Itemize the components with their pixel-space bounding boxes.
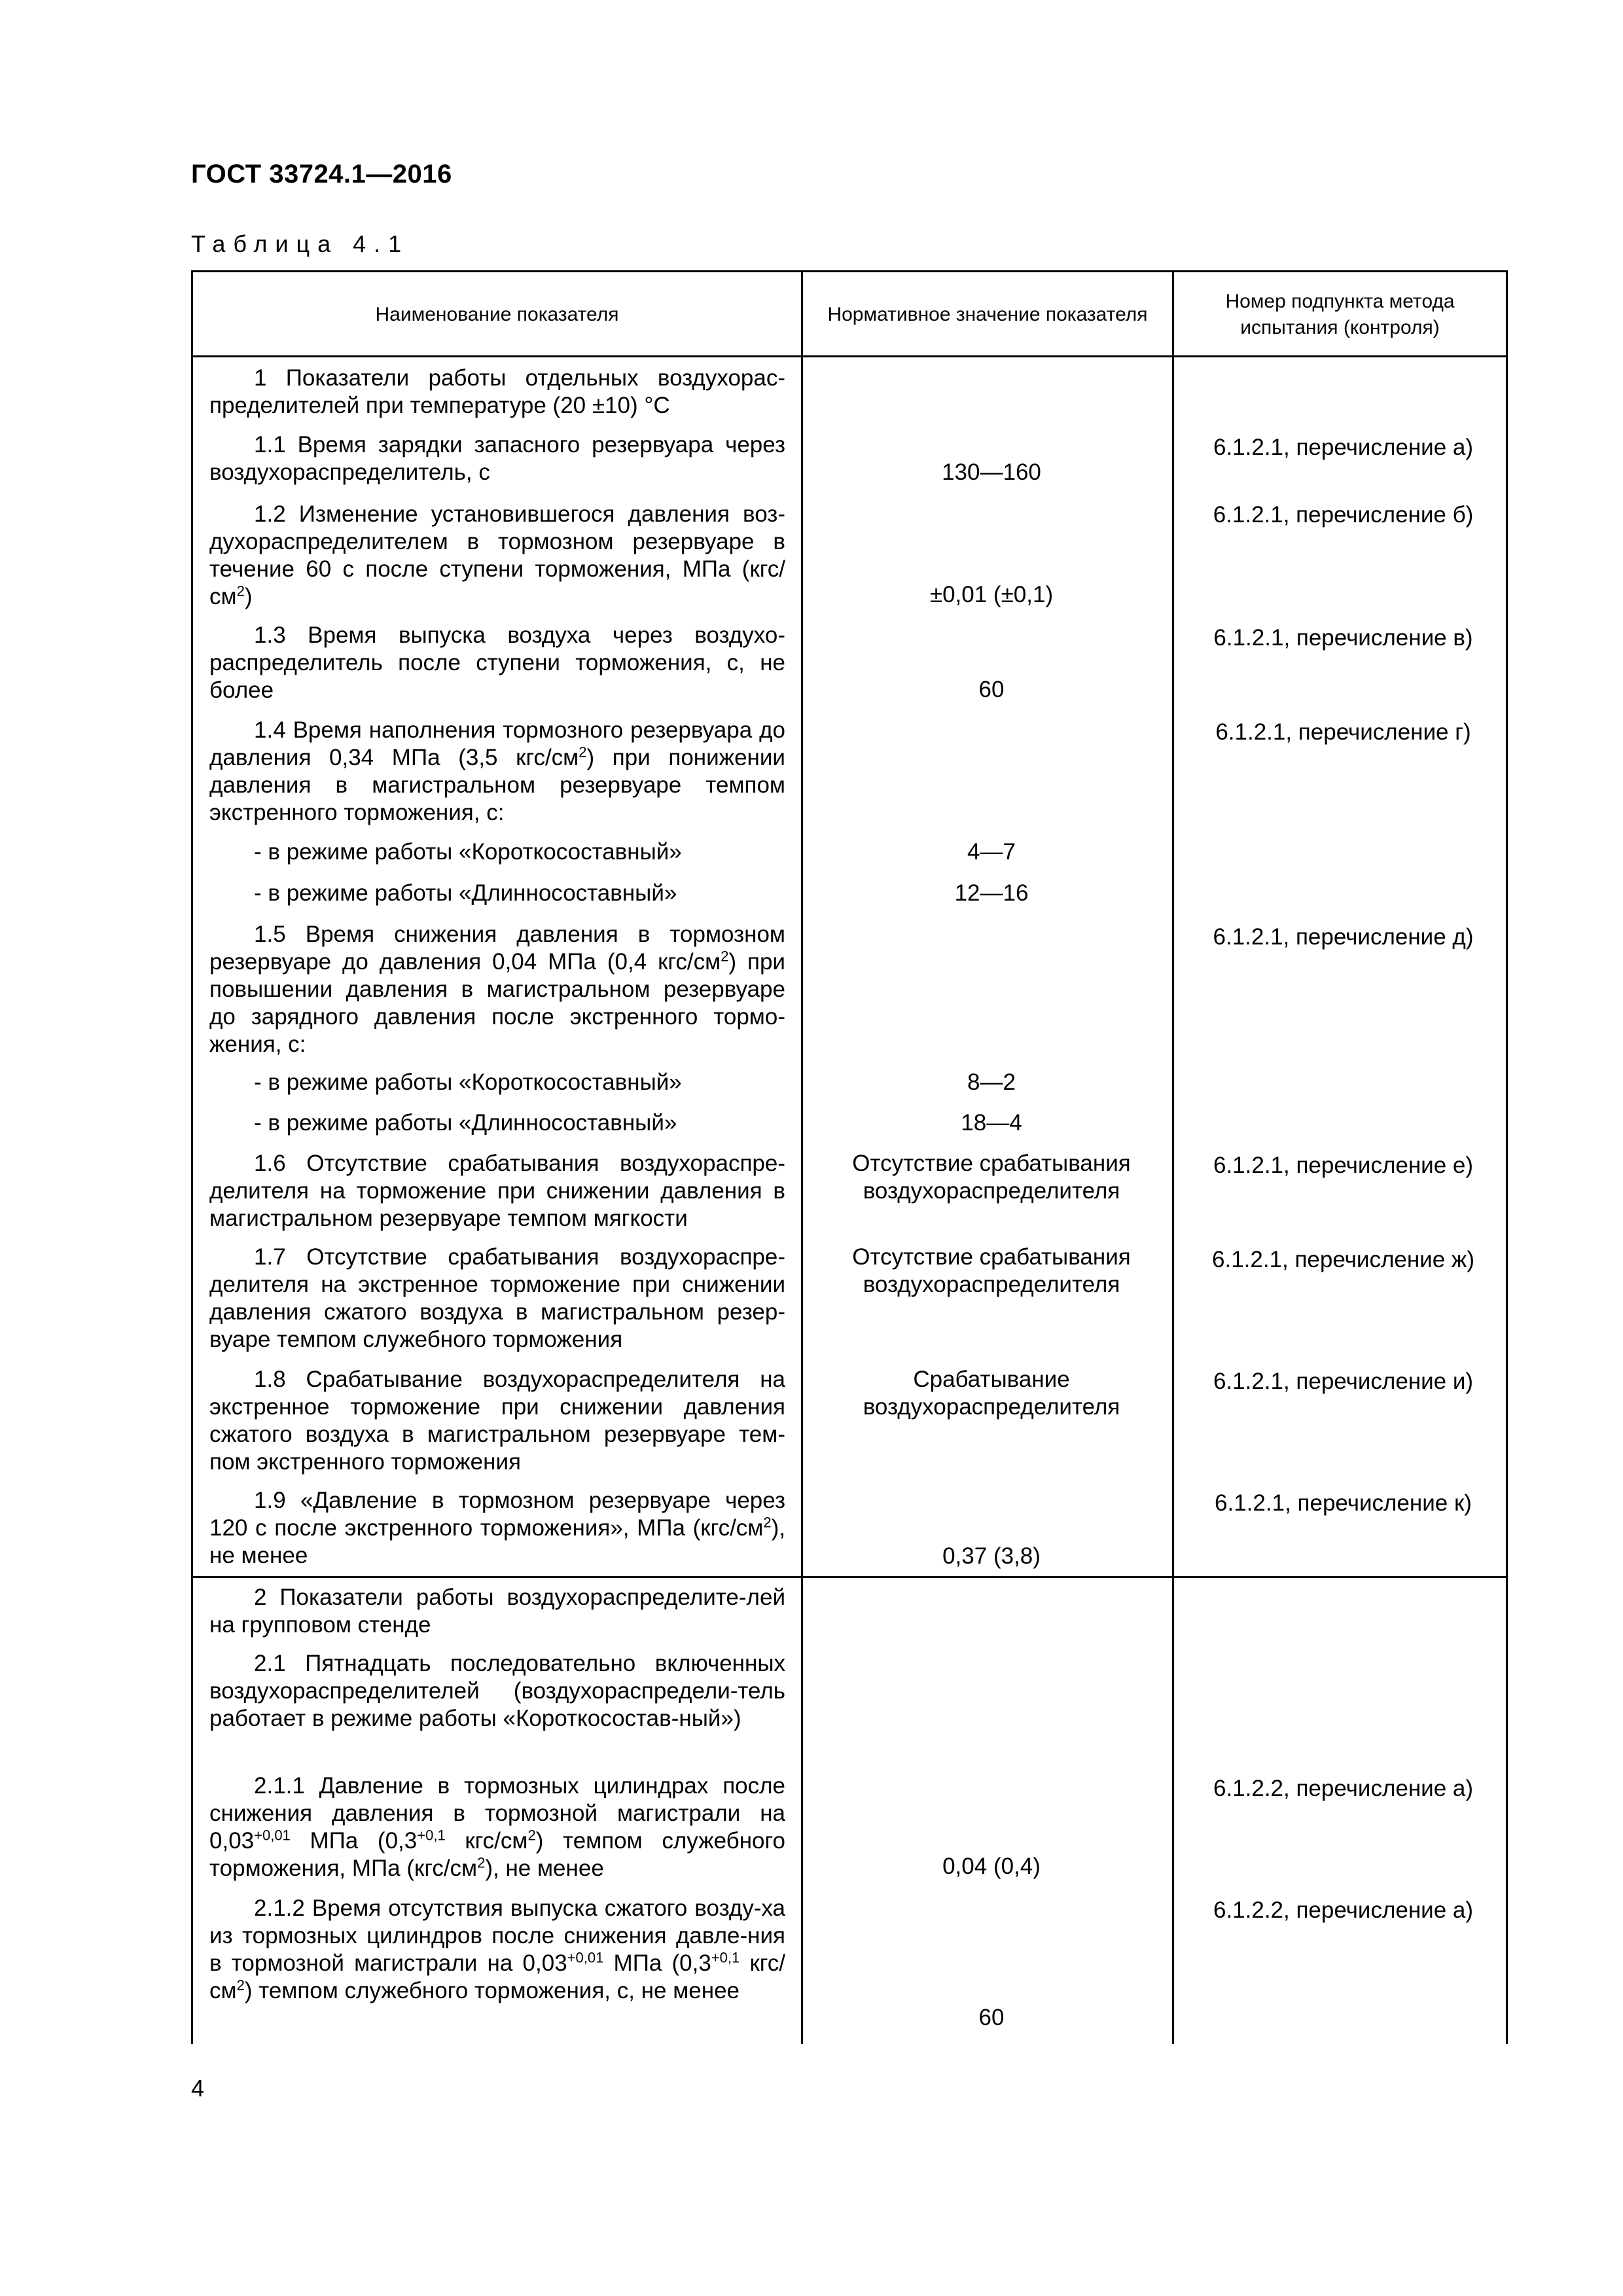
table-row-2-1-1-method: 6.1.2.2, перечисление а) <box>1213 1776 1474 1801</box>
table-row-1-3-name: 1.3 Время выпуска воздуха через воздухо-распределитель после ступени торможения, с, не более <box>209 622 785 703</box>
table-row-1-7-method: 6.1.2.1, перечисление ж) <box>1212 1247 1474 1272</box>
table-row-1-4-method: 6.1.2.1, перечисление г) <box>1215 719 1471 745</box>
table-caption: Таблица 4.1 <box>191 230 410 257</box>
page-number: 4 <box>191 2075 205 2102</box>
table-row-1-2-method: 6.1.2.1, перечисление б) <box>1213 502 1474 528</box>
table-row-1-5-method: 6.1.2.1, перечисление д) <box>1213 924 1474 950</box>
table-row-1-3-method: 6.1.2.1, перечисление в) <box>1213 625 1473 651</box>
group-row-1: 1 Показатели работы отдельных воздухорас-пределителей при температуре (20 ±10) °С <box>209 365 785 418</box>
table-row-1-5b-value: 18—4 <box>961 1110 1022 1136</box>
table-row-1-7-name: 1.7 Отсутствие срабатывания воздухораспре-делителя на экстренное торможение при снижении давления сжатого воздуха в магистральном резер-вуаре темпом служебного торможения <box>209 1244 785 1352</box>
table-row-1-4a-value: 4—7 <box>967 839 1016 865</box>
table-row-2-1-name: 2.1 Пятнадцать последовательно включенных воздухораспределителей (воздухораспредели-тель работает в режиме работы «Короткосостав-ный») <box>209 1651 785 1731</box>
table-row-1-8-name: 1.8 Срабатывание воздухораспределителя на экстренное торможение при снижении давления сжатого воздуха в магистральном резервуаре тем-пом экстренного торможения <box>209 1367 785 1475</box>
table-row-2-1-2-method: 6.1.2.2, перечисление а) <box>1213 1897 1474 1923</box>
document-header: ГОСТ 33724.1—2016 <box>191 160 452 188</box>
table-row-1-9-value: 0,37 (3,8) <box>942 1543 1041 1569</box>
table-row-1-6-value: Отсутствие срабатывания воздухораспределителя <box>852 1151 1131 1204</box>
table-row-1-6-method: 6.1.2.1, перечисление е) <box>1213 1153 1474 1178</box>
column-divider <box>801 270 803 2044</box>
table-row-1-5b-name: - в режиме работы «Длинносоставный» <box>254 1110 677 1136</box>
table-row-2-1-1-name: 2.1.1 Давление в тормозных цилиндрах после снижения давления в тормозной магистрали на $0,03^{+0,01}$ МПа ($0,3^{+0,1}$ кгс/$см^2$) темпом служебного торможения, МПа $(кгс/см^2)$, не менее <box>209 1773 785 1881</box>
table-row-1-1-value: 130—160 <box>942 459 1041 485</box>
column-header-name: Наименование показателя <box>375 303 619 325</box>
table-row-1-4b-value: 12—16 <box>954 880 1029 906</box>
table-row-1-4-name: 1.4 Время наполнения тормозного резервуара до давления 0,34 МПа (3,5 кгс/$см^2$) при понижении давления в магистральном резервуаре темпом экстренного торможения, с: <box>209 717 785 825</box>
table-row-1-2-value: ±0,01 (±0,1) <box>929 582 1054 607</box>
table-row-1-5a-name: - в режиме работы «Короткосоставный» <box>254 1069 682 1095</box>
table-row-1-1-method: 6.1.2.1, перечисление а) <box>1213 435 1474 460</box>
group-row-2: 2 Показатели работы воздухораспределите-лей на групповом стенде <box>209 1585 785 1638</box>
table-row-2-1-2-value: 60 <box>978 2005 1005 2030</box>
table-row-1-8-method: 6.1.2.1, перечисление и) <box>1213 1369 1474 1394</box>
column-header-method: Номер подпункта метода испытания (контроля) <box>1225 290 1455 338</box>
table-row-1-9-method: 6.1.2.1, перечисление к) <box>1215 1490 1472 1516</box>
table-row-1-2-name: 1.2 Изменение установившегося давления воз-духораспределителем в тормозном резервуаре в течение 60 с после ступени торможения, МПа $(кгс/см^2)$ <box>209 501 785 609</box>
table-row-2-1-2-name: 2.1.2 Время отсутствия выпуска сжатого возду-ха из тормозных цилиндров после снижения давле-ния в тормозной магистрали на $0,03^{+0,01}$ МПа ($0,3^{+0,1}$ кгс/$см^2$) темпом служебного торможения, с, не менее <box>209 1895 785 2003</box>
table-row-1-1-name: 1.1 Время зарядки запасного резервуара через воздухораспределитель, с <box>209 432 785 485</box>
table-row-1-8-value: Срабатывание воздухораспределителя <box>863 1367 1120 1420</box>
group-divider <box>191 1576 1508 1578</box>
table-row-1-9-name: 1.9 «Давление в тормозном резервуаре через 120 с после экстренного торможения», МПа $(кгс/см^2)$, не менее <box>209 1488 785 1568</box>
column-header-value: Нормативное значение показателя <box>827 303 1148 325</box>
table-row-1-5a-value: 8—2 <box>967 1069 1016 1095</box>
table-row-2-1-1-value: 0,04 (0,4) <box>942 1854 1041 1879</box>
table-row-1-7-value: Отсутствие срабатывания воздухораспределителя <box>852 1244 1131 1297</box>
table-row-1-6-name: 1.6 Отсутствие срабатывания воздухораспре-делителя на торможение при снижении давления в магистральном резервуаре темпом мягкости <box>209 1151 785 1231</box>
table-row-1-5-name: 1.5 Время снижения давления в тормозном резервуаре до давления 0,04 МПа (0,4 кгс/$см^2$) при повышении давления в магистральном резервуаре до зарядного давления после экстренного тормо-жения, с: <box>209 922 785 1057</box>
table-row-1-3-value: 60 <box>978 677 1005 702</box>
table-row-1-4b-name: - в режиме работы «Длинносоставный» <box>254 880 677 906</box>
table-row-1-4a-name: - в режиме работы «Короткосоставный» <box>254 839 682 865</box>
